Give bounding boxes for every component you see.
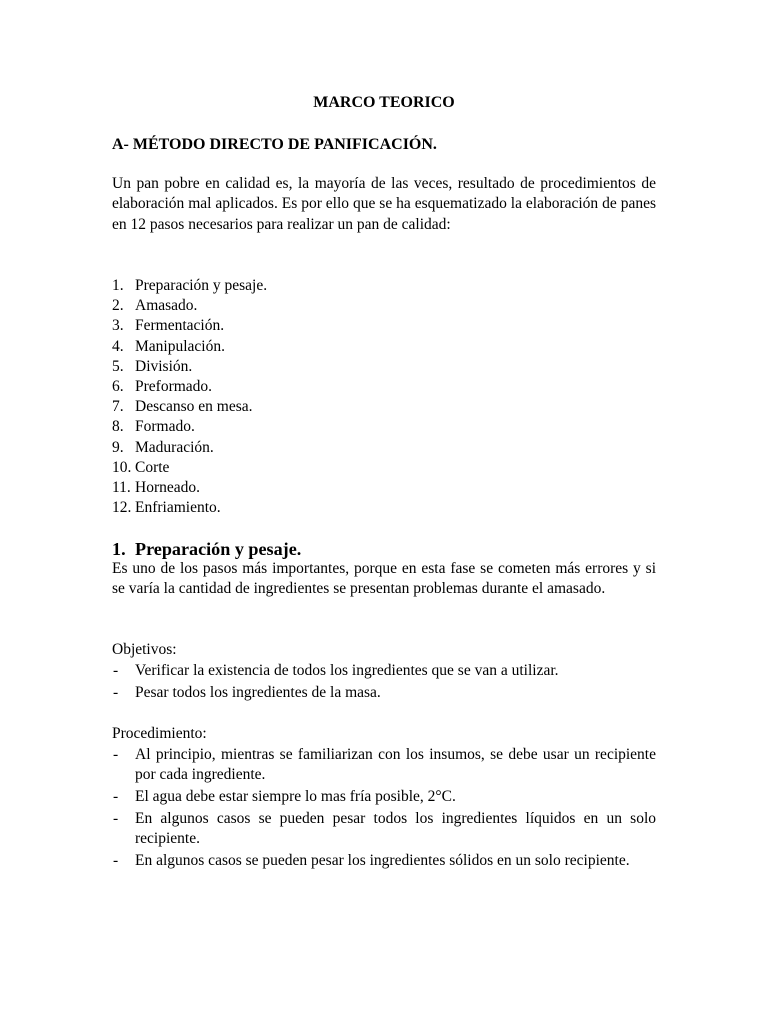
list-item <box>112 438 656 458</box>
list-item <box>112 276 656 296</box>
list-item <box>112 498 656 518</box>
procedure-list <box>112 745 656 873</box>
list-item-text: Formado. <box>135 418 195 436</box>
dash-bullet-icon: - <box>113 851 119 869</box>
list-item <box>112 851 656 871</box>
page-title: MARCO TEORICO <box>313 94 455 111</box>
list-item <box>112 337 656 357</box>
list-item-text: Al principio, mientras se familiarizan con los insumos, se debe usar un recipiente por cada ingrediente. <box>135 746 656 784</box>
objectives-label: Objetivos: <box>112 641 177 658</box>
list-item-text: El agua debe estar siempre lo mas fría posible, 2°C. <box>135 788 456 806</box>
step1-heading-text: Preparación y pesaje. <box>135 539 302 559</box>
step1-description: Es uno de los pasos más importantes, porque en esta fase se cometen más errores y si se varía la cantidad de ingredientes se presentan problemas durante el amasado. <box>112 560 656 598</box>
list-item-text: Verificar la existencia de todos los ingredientes que se van a utilizar. <box>135 662 559 679</box>
list-item-text: Manipulación. <box>135 337 225 355</box>
list-item <box>112 397 656 417</box>
step1-number: 1. <box>112 539 126 559</box>
list-item <box>112 809 656 850</box>
list-number: 10. <box>112 458 132 476</box>
step1-heading <box>112 539 301 559</box>
list-item-text: Maduración. <box>135 438 214 456</box>
dash-bullet-icon: - <box>113 809 119 827</box>
list-item <box>112 661 656 681</box>
list-item <box>112 683 656 703</box>
list-item-text: Preparación y pesaje. <box>135 277 268 294</box>
list-number: 4. <box>112 337 124 355</box>
list-number: 6. <box>112 377 124 395</box>
list-item-text: Enfriamiento. <box>135 499 221 517</box>
list-item <box>112 417 656 437</box>
list-item <box>112 296 656 316</box>
list-item <box>112 787 656 807</box>
list-item <box>112 357 656 377</box>
list-item-text: Descanso en mesa. <box>135 398 253 416</box>
list-item-text: En algunos casos se pueden pesar todos los ingredientes líquidos en un solo recipiente. <box>135 809 656 848</box>
objectives-list <box>112 661 656 705</box>
dash-bullet-icon: - <box>113 788 119 806</box>
list-item-text: Horneado. <box>135 478 200 496</box>
list-number: 5. <box>112 357 124 375</box>
list-item-text: División. <box>135 357 193 375</box>
list-number: 2. <box>112 297 124 315</box>
list-item <box>112 745 656 786</box>
list-number: 11. <box>112 478 131 496</box>
list-item <box>112 478 656 498</box>
list-number: 9. <box>112 438 124 456</box>
list-item <box>112 316 656 336</box>
list-item-text: Pesar todos los ingredientes de la masa. <box>135 683 381 701</box>
dash-bullet-icon: - <box>113 683 119 701</box>
list-item-text: Amasado. <box>135 297 198 315</box>
list-number: 8. <box>112 418 124 436</box>
list-number: 3. <box>112 317 124 335</box>
list-number: 7. <box>112 398 124 416</box>
intro-paragraph: Un pan pobre en calidad es, la mayoría de las veces, resultado de procedimientos de elaboración mal aplicados. Es por ello que se ha esquematizado la elaboración de panes en 12 pasos necesarios para realizar un pan de calidad: <box>112 175 656 233</box>
list-item <box>112 458 656 478</box>
section-heading: A- MÉTODO DIRECTO DE PANIFICACIÓN. <box>112 136 437 153</box>
list-item-text: Preformado. <box>135 377 213 395</box>
dash-bullet-icon: - <box>113 662 119 679</box>
list-item-text: En algunos casos se pueden pesar los ingredientes sólidos en un solo recipiente. <box>135 851 630 869</box>
list-item <box>112 377 656 397</box>
dash-bullet-icon: - <box>113 746 119 763</box>
list-number: 12. <box>112 499 132 517</box>
list-item-text: Fermentación. <box>135 317 225 335</box>
list-number: 1. <box>112 277 124 294</box>
steps-list <box>112 276 656 518</box>
procedure-label: Procedimiento: <box>112 725 207 742</box>
list-item-text: Corte <box>135 458 170 476</box>
